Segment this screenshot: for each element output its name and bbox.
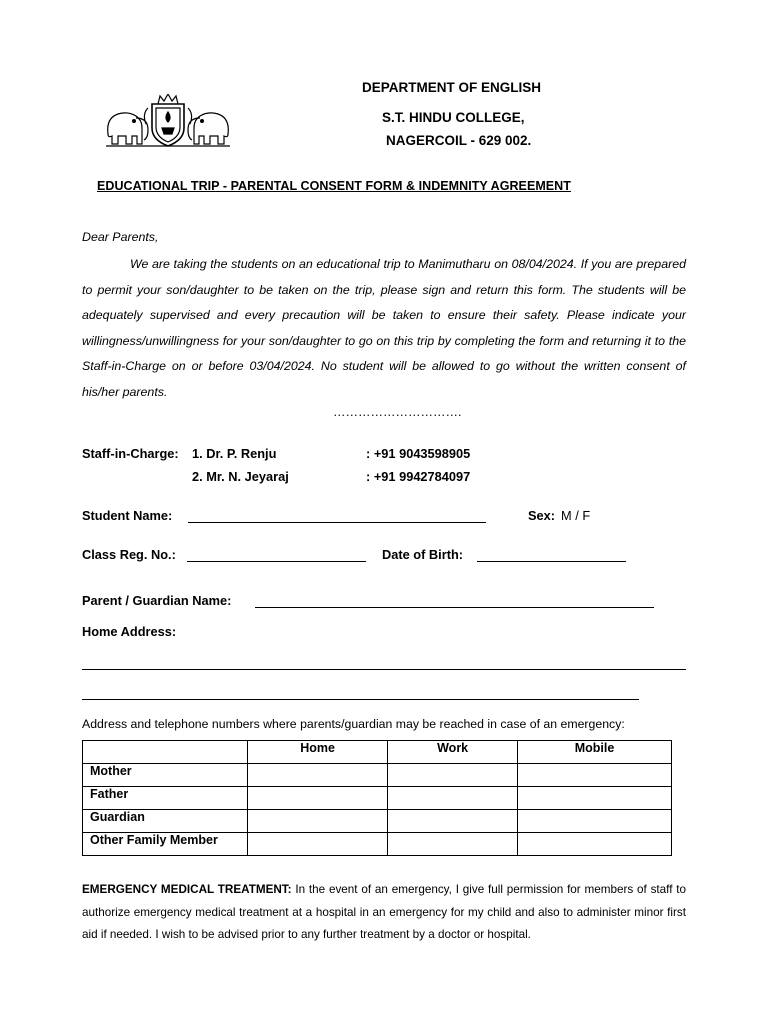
dob-input[interactable] [477,561,626,562]
table-row [83,764,672,787]
department-heading: DEPARTMENT OF ENGLISH [362,80,542,95]
row-label-other-family: Other Family Member [83,833,248,856]
column-header-mobile: Mobile [518,741,672,764]
mother-home-cell[interactable] [248,764,388,787]
guardian-mobile-cell[interactable] [518,810,672,833]
student-name-label: Student Name: [82,508,173,523]
class-reg-input[interactable] [187,561,366,562]
student-name-input[interactable] [188,522,486,523]
mother-mobile-cell[interactable] [518,764,672,787]
college-address: NAGERCOIL - 629 002. [386,133,532,148]
father-home-cell[interactable] [248,787,388,810]
letter-body-text: We are taking the students on an educational trip to Manimutharu on 08/04/2024. If you are prepared to permit your son/daughter to be taken on the trip, please sign and return this form. The students will be adequately supervised and every precaution will be taken to ensure their safety. Please indicate your willingness/unwillingness for your son/daughter to go on this trip by completing the form and returning it to the Staff-in-Charge on or before 03/04/2024. No student will be allowed to go without the written consent of his/her parents. [82,257,686,399]
sex-label: Sex: [528,508,556,523]
table-row [83,833,672,856]
emergency-contacts-table [82,740,672,856]
parent-name-label: Parent / Guardian Name: [82,593,232,608]
other-work-cell[interactable] [388,833,518,856]
father-mobile-cell[interactable] [518,787,672,810]
staff-member-2-phone: : +91 9942784097 [366,469,471,484]
row-label-father: Father [83,787,248,810]
guardian-home-cell[interactable] [248,810,388,833]
emergency-contacts-intro: Address and telephone numbers where parents/guardian may be reached in case of an emergency: [82,717,625,731]
home-address-line-2[interactable] [82,699,639,700]
other-mobile-cell[interactable] [518,833,672,856]
home-address-label: Home Address: [82,624,177,639]
table-row [83,787,672,810]
home-address-line-1[interactable] [82,669,686,670]
staff-member-1-phone: : +91 9043598905 [366,446,471,461]
column-header-work: Work [388,741,518,764]
salutation: Dear Parents, [82,230,159,244]
separator-dots: …………………………. [333,405,462,419]
row-label-mother: Mother [83,764,248,787]
medical-text: In the event of an emergency, I give full permission for members of staff to authorize emergency medical treatment at a hospital in an emergency for my child and also to administer minor first aid if needed. I wish to be advised prior to any further treatment by a doctor or hospital. [82,883,686,941]
father-work-cell[interactable] [388,787,518,810]
staff-member-1-name: 1. Dr. P. Renju [192,446,277,461]
staff-member-2-name: 2. Mr. N. Jeyaraj [192,469,289,484]
sex-options[interactable]: M / F [561,508,591,523]
staff-label: Staff-in-Charge: [82,446,179,461]
class-reg-label: Class Reg. No.: [82,547,176,562]
letter-body [82,252,686,406]
college-name: S.T. HINDU COLLEGE, [382,110,525,125]
table-row [83,810,672,833]
row-label-guardian: Guardian [83,810,248,833]
column-header-home: Home [248,741,388,764]
dob-label: Date of Birth: [382,547,464,562]
form-title: EDUCATIONAL TRIP - PARENTAL CONSENT FORM & INDEMNITY AGREEMENT [97,179,571,193]
college-emblem-icon [104,94,232,152]
medical-heading: EMERGENCY MEDICAL TREATMENT: [82,883,292,896]
parent-name-input[interactable] [255,607,654,608]
table-header-row [83,741,672,764]
other-home-cell[interactable] [248,833,388,856]
table-corner-cell [83,741,248,764]
mother-work-cell[interactable] [388,764,518,787]
medical-paragraph [82,879,686,947]
guardian-work-cell[interactable] [388,810,518,833]
